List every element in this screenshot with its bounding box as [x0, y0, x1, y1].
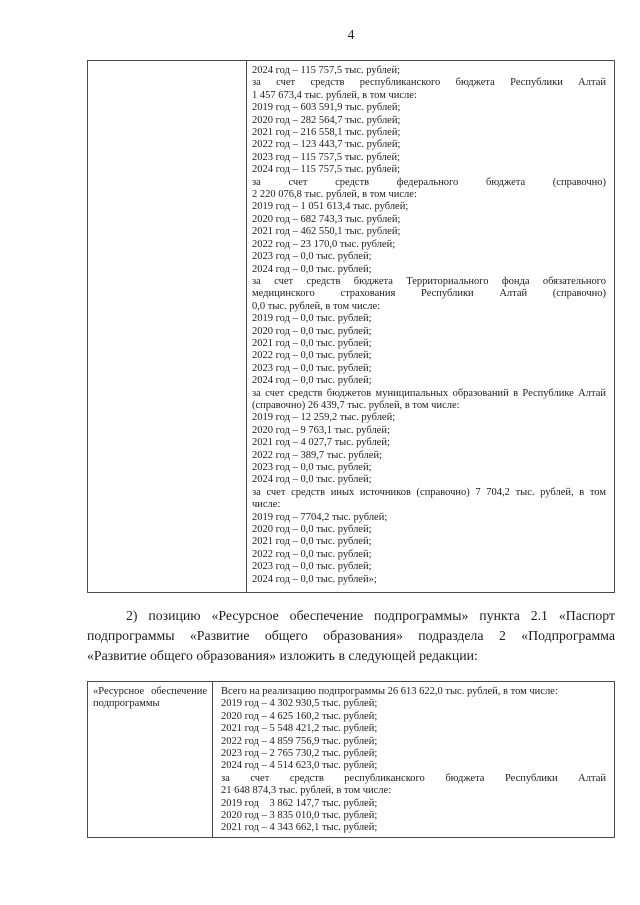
text-line: 2019 год – 0,0 тыс. рублей; — [252, 313, 372, 325]
resource-table — [87, 681, 615, 838]
text-line: 0,0 тыс. рублей, в том числе: — [252, 300, 381, 312]
text-line: 2023 год – 0,0 тыс. рублей; — [252, 561, 372, 573]
text-line: 2022 год – 4 859 756,9 тыс. рублей; — [221, 735, 378, 747]
continuation-table-content-cell — [247, 61, 614, 592]
text-line: медицинского страхования Республики Алтай (справочно) — [252, 288, 606, 300]
text-line: за счет средств республиканского бюджета Республики Алтай — [221, 772, 606, 784]
text-line: «Ресурсное обеспечение — [93, 686, 207, 697]
continuation-table-spacer-cell — [88, 61, 247, 592]
text-line: за счет средств республиканского бюджета Республики Алтай — [252, 77, 606, 89]
text-line: 2021 год – 216 558,1 тыс. рублей; — [252, 127, 401, 139]
text-line: 2021 год – 4 343 662,1 тыс. рублей; — [221, 822, 378, 834]
text-line: 2021 год – 0,0 тыс. рублей; — [252, 337, 372, 349]
text-line: 2023 год – 2 765 730,2 тыс. рублей; — [221, 748, 378, 760]
text-line: 2019 год – 4 302 930,5 тыс. рублей; — [221, 698, 378, 710]
text-line: 2022 год – 0,0 тыс. рублей; — [252, 350, 372, 362]
text-line: 21 648 874,3 тыс. рублей, в том числе: — [221, 785, 392, 797]
continuation-table — [87, 60, 615, 593]
text-line: 2) позицию «Ресурсное обеспечение подпрограммы» пункта 2.1 «Паспорт — [126, 608, 615, 623]
text-line: 2020 год – 682 743,3 тыс. рублей; — [252, 213, 401, 225]
text-line: 2023 год – 0,0 тыс. рублей; — [252, 362, 372, 374]
text-line: 2019 год – 603 591,9 тыс. рублей; — [252, 102, 401, 114]
text-line: 2020 год – 0,0 тыс. рублей; — [252, 524, 372, 536]
resource-table-label-cell — [88, 682, 213, 837]
text-line: за счет средств бюджетов муниципальных образований в Республике Алтай — [252, 387, 606, 399]
page-number: 4 — [347, 27, 355, 42]
text-line: 2023 год – 0,0 тыс. рублей; — [252, 251, 372, 263]
text-line: 2020 год – 282 564,7 тыс. рублей; — [252, 114, 401, 126]
text-line: 2024 год – 0,0 тыс. рублей; — [252, 474, 372, 486]
text-line: 2024 год – 4 514 623,0 тыс. рублей; — [221, 760, 378, 772]
text-line: 2021 год – 0,0 тыс. рублей; — [252, 536, 372, 548]
text-line: «Развитие общего образования» изложить в следующей редакции: — [87, 648, 478, 664]
text-line: 2019 год 3 862 147,7 тыс. рублей; — [221, 797, 378, 809]
text-line: за счет средств бюджета Территориального фонда обязательного — [252, 275, 606, 287]
text-line: 2023 год – 115 757,5 тыс. рублей; — [252, 151, 400, 163]
text-line: подпрограммы — [93, 698, 160, 710]
text-line: 2 220 076,8 тыс. рублей, в том числе: — [252, 189, 417, 201]
text-line: 2021 год – 4 027,7 тыс. рублей; — [252, 437, 390, 449]
text-line: 2020 год – 3 835 010,0 тыс. рублей; — [221, 810, 378, 822]
text-line: 2024 год – 0,0 тыс. рублей; — [252, 263, 372, 275]
text-line: 2022 год – 123 443,7 тыс. рублей; — [252, 139, 401, 151]
text-line: 2020 год – 4 625 160,2 тыс. рублей; — [221, 710, 378, 722]
text-line: 2021 год – 462 550,1 тыс. рублей; — [252, 226, 401, 238]
text-line: 2019 год – 12 259,2 тыс. рублей; — [252, 412, 396, 424]
text-line: 2022 год – 0,0 тыс. рублей; — [252, 548, 372, 560]
text-line: 2022 год – 389,7 тыс. рублей; — [252, 449, 383, 461]
text-line: за счет средств федерального бюджета (справочно) — [252, 176, 606, 188]
text-line: 2020 год – 9 763,1 тыс. рублей; — [252, 424, 390, 436]
text-line: 2019 год – 1 051 613,4 тыс. рублей; — [252, 201, 409, 213]
text-line: 2021 год – 5 548 421,2 тыс. рублей; — [221, 723, 378, 735]
text-line: 2020 год – 0,0 тыс. рублей; — [252, 325, 372, 337]
text-line: (справочно) 26 439,7 тыс. рублей, в том числе: — [252, 399, 460, 411]
text-line: 2024 год – 115 757,5 тыс. рублей; — [252, 65, 400, 76]
text-line: 2024 год – 115 757,5 тыс. рублей; — [252, 164, 400, 176]
text-line: за счет средств иных источников (справочно) 7 704,2 тыс. рублей, в том — [252, 486, 606, 498]
text-line: числе: — [252, 499, 281, 511]
text-line: 2022 год – 23 170,0 тыс. рублей; — [252, 238, 396, 250]
text-line: 2019 год – 7704,2 тыс. рублей; — [252, 511, 388, 523]
text-line: 2024 год – 0,0 тыс. рублей»; — [252, 573, 377, 585]
text-line: 2023 год – 0,0 тыс. рублей; — [252, 462, 372, 473]
text-line: 2024 год – 0,0 тыс. рублей; — [252, 375, 372, 387]
text-line: подпрограммы «Развитие общего образования» подраздела 2 «Подпрограмма — [87, 628, 615, 644]
text-line: Всего на реализацию подпрограммы 26 613 622,0 тыс. рублей, в том числе: — [221, 686, 558, 697]
text-line: 1 457 673,4 тыс. рублей, в том числе: — [252, 89, 417, 101]
amendment-intro-paragraph — [87, 606, 615, 667]
resource-table-content-cell — [213, 682, 614, 837]
